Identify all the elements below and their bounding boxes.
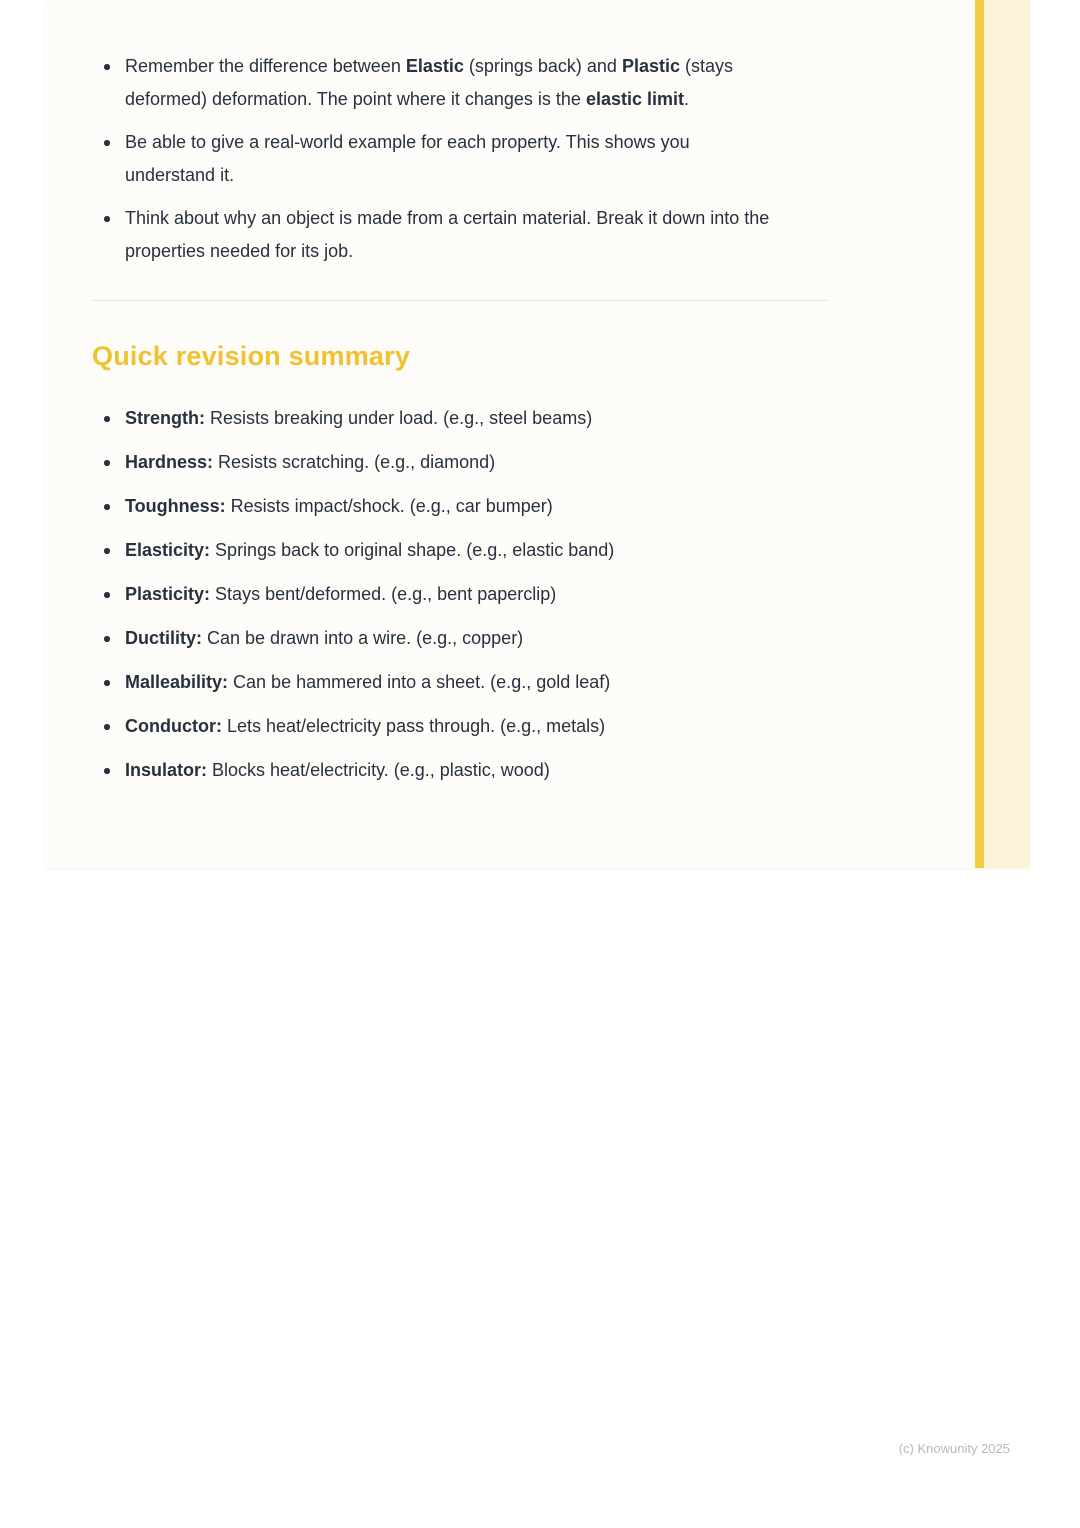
summary-text: Resists impact/shock. (e.g., car bumper) xyxy=(230,496,553,516)
summary-item xyxy=(92,710,920,743)
summary-term: Plasticity: xyxy=(125,584,216,604)
tip-text: . xyxy=(683,89,689,109)
tip-text: (stays deformed) deformation. The point where it changes is the xyxy=(125,56,734,109)
summary-text: Resists scratching. (e.g., diamond) xyxy=(218,452,496,472)
summary-term: Malleability: xyxy=(125,672,234,692)
summary-item xyxy=(92,578,920,611)
summary-item xyxy=(92,622,920,655)
tip-keyword: elastic limit xyxy=(585,89,684,109)
summary-term: Elasticity: xyxy=(125,540,216,560)
summary-text: Can be drawn into a wire. (e.g., copper) xyxy=(207,628,524,648)
section-divider xyxy=(92,300,828,301)
accent-strip xyxy=(984,0,1030,868)
tip-text: Think about why an object is made from a certain material. Break it down into the properties needed for its job. xyxy=(125,208,770,261)
tip-item xyxy=(92,126,772,192)
summary-list xyxy=(92,402,920,787)
summary-item xyxy=(92,490,920,523)
copyright-footer: (c) Knowunity 2025 xyxy=(898,1441,1010,1456)
summary-item xyxy=(92,534,920,567)
summary-term: Ductility: xyxy=(125,628,208,648)
exam-tips-list xyxy=(92,50,920,268)
summary-text: Springs back to original shape. (e.g., elastic band) xyxy=(215,540,615,560)
tip-text: Be able to give a real-world example for each property. This shows you understand it. xyxy=(125,132,690,185)
summary-term: Conductor: xyxy=(125,716,227,736)
summary-term: Strength: xyxy=(125,408,210,428)
tip-item xyxy=(92,50,772,116)
summary-term: Toughness: xyxy=(125,496,231,516)
summary-text: Resists breaking under load. (e.g., steel beams) xyxy=(210,408,593,428)
summary-text: Lets heat/electricity pass through. (e.g., metals) xyxy=(226,716,606,736)
notes-card xyxy=(45,0,1030,868)
section-heading: Quick revision summary xyxy=(92,341,411,371)
summary-item xyxy=(92,446,920,479)
summary-term: Insulator: xyxy=(125,760,213,780)
summary-item xyxy=(92,402,920,435)
tip-keyword: Elastic xyxy=(405,56,464,76)
tip-keyword: Plastic xyxy=(621,56,680,76)
tip-text: Remember the difference between xyxy=(125,56,406,76)
summary-term: Hardness: xyxy=(125,452,219,472)
summary-text: Stays bent/deformed. (e.g., bent paperclip) xyxy=(215,584,557,604)
summary-item xyxy=(92,754,920,787)
summary-text: Blocks heat/electricity. (e.g., plastic, wood) xyxy=(212,760,550,780)
summary-item xyxy=(92,666,920,699)
accent-bar xyxy=(975,0,984,868)
tip-text: (springs back) and xyxy=(463,56,622,76)
tip-item xyxy=(92,202,772,268)
summary-text: Can be hammered into a sheet. (e.g., gold leaf) xyxy=(233,672,611,692)
